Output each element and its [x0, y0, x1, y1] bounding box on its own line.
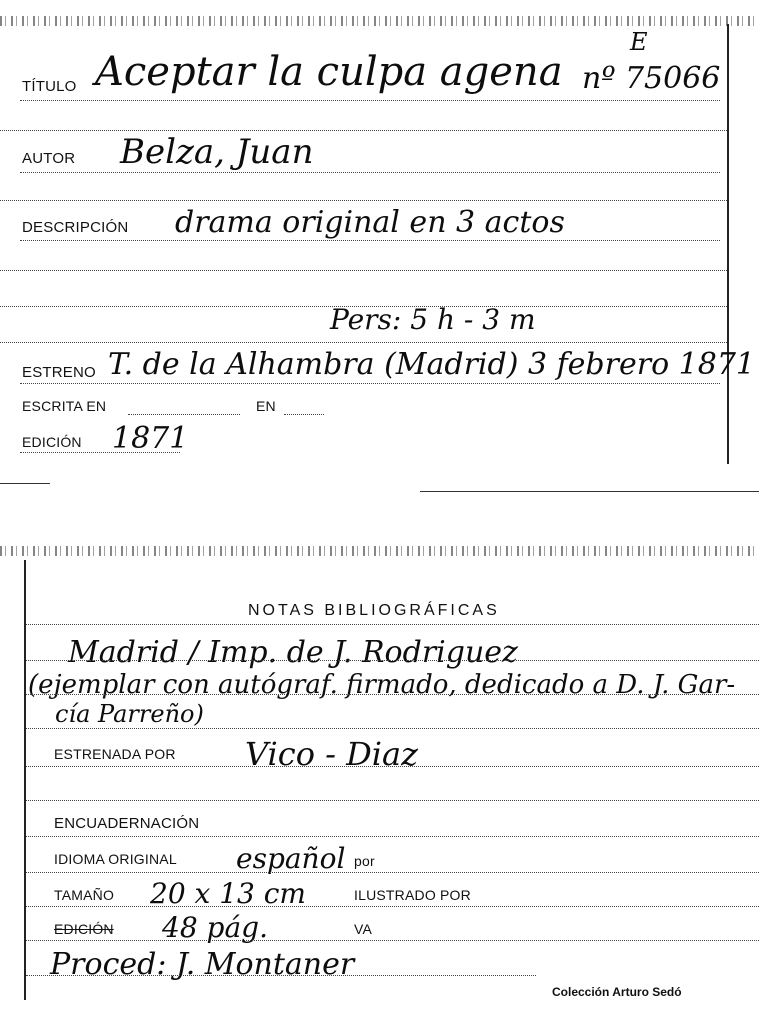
torn-edge-bottom-card	[0, 546, 759, 556]
notas-heading: NOTAS BIBLIOGRÁFICAS	[248, 602, 500, 619]
card-right-edge	[727, 24, 729, 464]
idioma-rule	[26, 872, 759, 873]
proced-value: Proced: J. Montaner	[50, 947, 355, 982]
cut-mark-right	[420, 491, 759, 492]
va-label: VA	[354, 921, 373, 937]
estrenada-por-value: Vico - Diaz	[245, 735, 418, 773]
descripcion-value: drama original en 3 actos	[175, 205, 565, 240]
edicion-bottom-rule	[26, 940, 759, 941]
autor-label: AUTOR	[22, 150, 76, 167]
titulo-label: TÍTULO	[22, 78, 77, 95]
edicion-bottom-label: EDICIÓN	[54, 921, 114, 937]
proced-rule	[26, 975, 536, 976]
descripcion-label: DESCRIPCIÓN	[22, 219, 129, 236]
tamano-rule	[26, 906, 759, 907]
edicion-label: EDICIÓN	[22, 434, 82, 450]
estreno-value: T. de la Alhambra (Madrid) 3 febrero 1871	[108, 347, 756, 382]
notas-rule-3	[26, 694, 759, 695]
coleccion-credit: Colección Arturo Sedó	[552, 985, 682, 999]
en-rule	[284, 414, 324, 415]
encuadernacion-rule	[26, 836, 759, 837]
tamano-label: TAMAÑO	[54, 887, 115, 903]
edicion-bottom-value: 48 pág.	[162, 911, 268, 944]
escrita-en-label: ESCRITA EN	[22, 398, 107, 414]
edicion-rule	[20, 452, 180, 453]
ref-mark: E	[630, 28, 648, 56]
blank-rule	[26, 800, 759, 801]
estrenada-por-label: ESTRENADA POR	[54, 746, 176, 762]
idioma-label: IDIOMA ORIGINAL	[54, 851, 177, 867]
encuadernacion-label: ENCUADERNACIÓN	[54, 815, 200, 832]
notas-rule-1	[26, 624, 759, 625]
rule-2	[0, 130, 727, 131]
rule-4	[0, 270, 727, 271]
estreno-rule	[20, 383, 720, 384]
personajes-value: Pers: 5 h - 3 m	[330, 303, 536, 336]
escrita-en-rule	[128, 414, 240, 415]
estrenada-rule	[26, 766, 759, 767]
autor-value: Belza, Juan	[120, 132, 314, 172]
note-line-1: Madrid / Imp. de J. Rodriguez	[68, 635, 518, 670]
descripcion-rule	[20, 240, 720, 241]
en-label: EN	[256, 398, 276, 414]
idioma-value: español	[236, 842, 346, 875]
autor-rule	[20, 172, 720, 173]
rule-6	[0, 342, 727, 343]
edicion-value: 1871	[112, 421, 189, 456]
notas-rule-2	[26, 660, 759, 661]
ref-number: nº 75066	[582, 61, 721, 96]
cut-mark-left	[0, 483, 50, 484]
card-left-edge	[24, 560, 26, 1000]
tamano-value: 20 x 13 cm	[150, 877, 306, 910]
ilustrado-label: ILUSTRADO POR	[354, 887, 471, 903]
torn-edge-top	[0, 16, 759, 26]
estreno-label: ESTRENO	[22, 364, 96, 381]
notas-rule-4	[26, 728, 759, 729]
note-line-2: (ejemplar con autógraf. firmado, dedicado a D. J. Gar-	[28, 670, 736, 700]
por-label: por	[354, 853, 375, 869]
note-line-3: cía Parreño)	[55, 700, 204, 728]
titulo-value: Aceptar la culpa agena	[95, 49, 563, 95]
rule-3	[0, 200, 727, 201]
titulo-rule	[20, 100, 720, 101]
